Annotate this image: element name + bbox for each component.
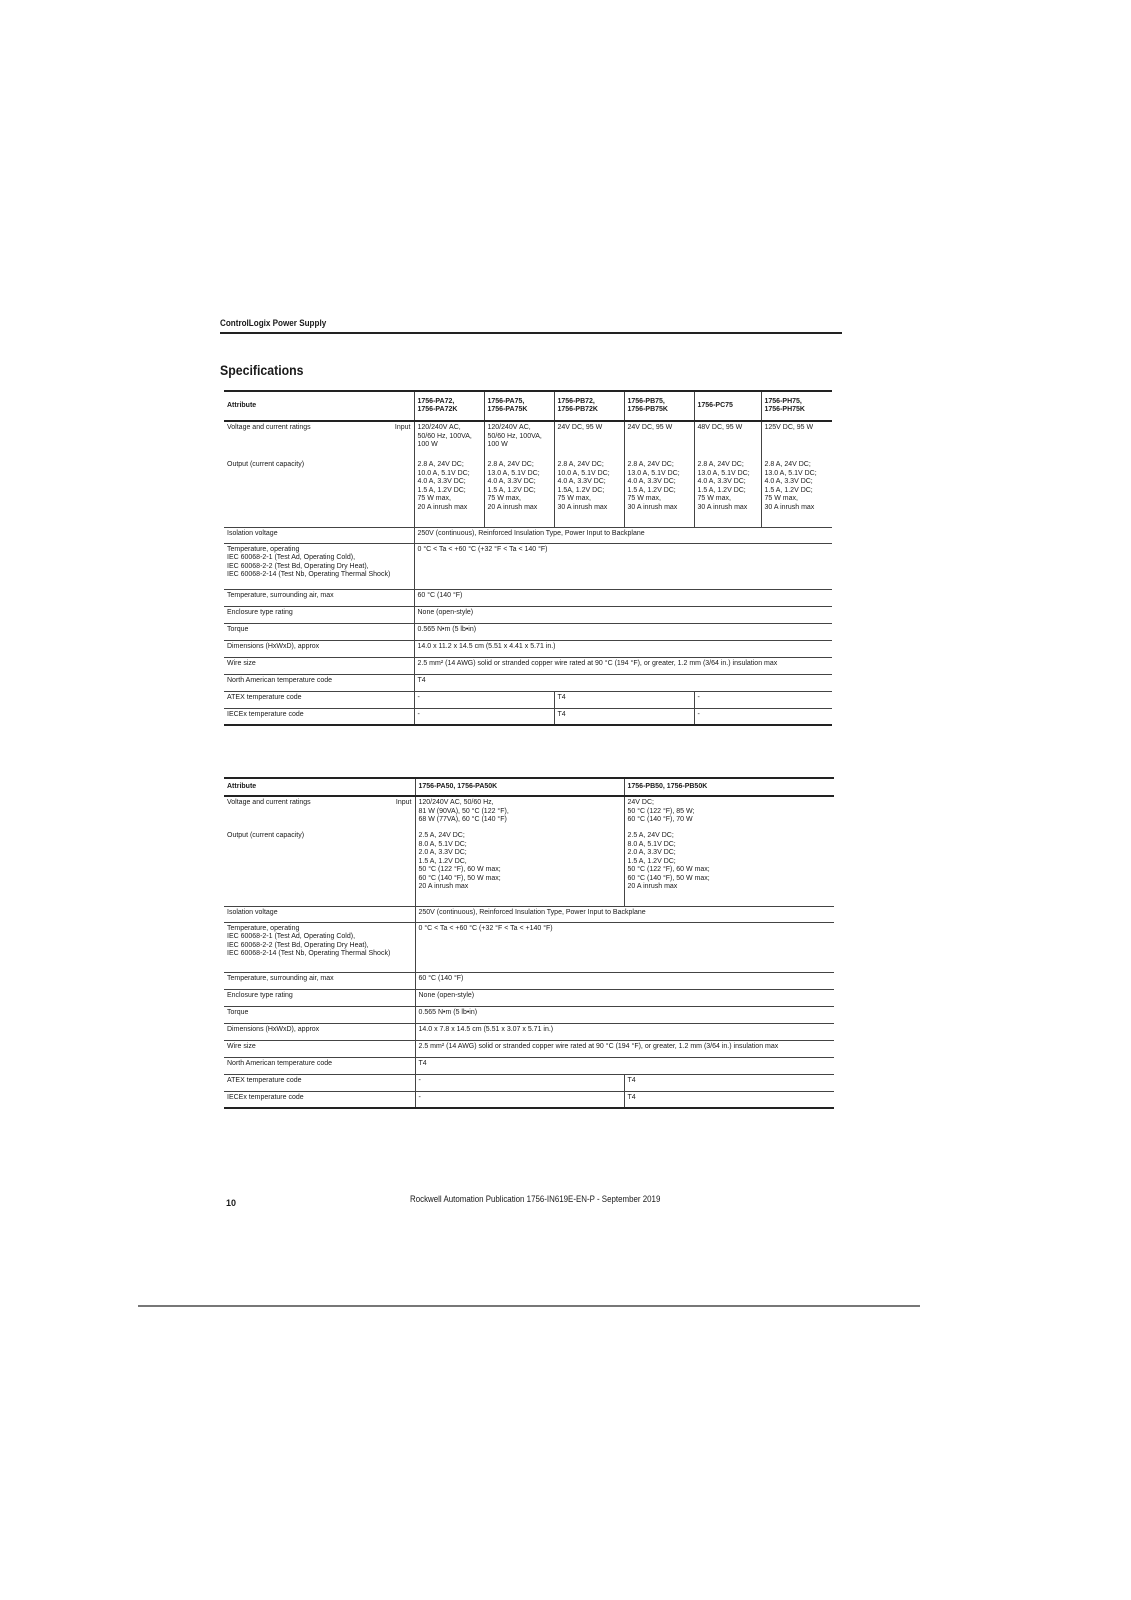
cell: None (open-style): [414, 606, 832, 623]
table-row: [224, 674, 832, 691]
table-row: [224, 543, 832, 589]
cell: 2.8 A, 24V DC; 13.0 A, 5.1V DC; 4.0 A, 3.3V DC; 1.5 A, 1.2V DC; 75 W max, 30 A inrush max: [624, 459, 694, 527]
table-row: [224, 527, 832, 543]
table-row: [224, 922, 834, 972]
table-row: [224, 589, 832, 606]
cell: -: [415, 1091, 624, 1108]
table-row: [224, 1091, 834, 1108]
cell: 60 °C (140 °F): [415, 972, 834, 989]
row-label: Torque: [224, 623, 414, 640]
cell: 2.5 mm² (14 AWG) solid or stranded copper wire rated at 90 °C (194 °F), or greater, 1.2 mm (3/64 in.) insulation max: [414, 657, 832, 674]
row-label: Enclosure type rating: [224, 989, 415, 1006]
column-header: 1756-PA75, 1756-PA75K: [484, 391, 554, 421]
table-row: [224, 1023, 834, 1040]
cell: 24V DC; 50 °C (122 °F), 85 W; 60 °C (140 °F), 70 W: [624, 796, 834, 830]
cell: 24V DC, 95 W: [624, 421, 694, 459]
row-label: North American temperature code: [224, 1057, 415, 1074]
column-header: 1756-PB72, 1756-PB72K: [554, 391, 624, 421]
cell: 0 °C < Ta < +60 °C (+32 °F < Ta < 140 °F): [414, 543, 832, 589]
table-row: [224, 830, 834, 906]
output-label: Output (current capacity): [224, 830, 415, 906]
cell: 2.5 mm² (14 AWG) solid or stranded copper wire rated at 90 °C (194 °F), or greater, 1.2 mm (3/64 in.) insulation max: [415, 1040, 834, 1057]
row-label: [224, 421, 414, 459]
table-row: [224, 906, 834, 922]
row-label: North American temperature code: [224, 674, 414, 691]
table-row: [224, 1074, 834, 1091]
cell: 2.8 A, 24V DC; 13.0 A, 5.1V DC; 4.0 A, 3.3V DC; 1.5 A, 1.2V DC; 75 W max, 20 A inrush max: [484, 459, 554, 527]
cell: T4: [624, 1074, 834, 1091]
row-label: Temperature, operating IEC 60068-2-1 (Test Ad, Operating Cold), IEC 60068-2-2 (Test Bd, Operating Dry Heat), IEC 60068-2-14 (Test Nb, Operating Thermal Shock): [224, 543, 414, 589]
cell: 0.565 N•m (5 lb•in): [414, 623, 832, 640]
row-label: ATEX temperature code: [224, 1074, 415, 1091]
row-label: Wire size: [224, 657, 414, 674]
cell: 14.0 x 11.2 x 14.5 cm (5.51 x 4.41 x 5.71 in.): [414, 640, 832, 657]
cell: -: [415, 1074, 624, 1091]
cell: 120/240V AC, 50/60 Hz, 100VA, 100 W: [484, 421, 554, 459]
table-row: [224, 640, 832, 657]
cell: -: [414, 708, 554, 725]
table-row: [224, 606, 832, 623]
page-number: 10: [226, 1198, 237, 1208]
cell: 0 °C < Ta < +60 °C (+32 °F < Ta < +140 °F): [415, 922, 834, 972]
cell: -: [414, 691, 554, 708]
table-row: [224, 989, 834, 1006]
cell: 2.5 A, 24V DC; 8.0 A, 5.1V DC; 2.0 A, 3.3V DC; 1.5 A, 1.2V DC, 50 °C (122 °F), 60 W max; 60 °C (140 °F), 50 W max; 20 A inrush max: [415, 830, 624, 906]
table-row: [224, 623, 832, 640]
column-header: 1756-PB75, 1756-PB75K: [624, 391, 694, 421]
cell: T4: [414, 674, 832, 691]
row-label: Dimensions (HxWxD), approx: [224, 1023, 415, 1040]
cell: 250V (continuous), Reinforced Insulation Type, Power Input to Backplane: [414, 527, 832, 543]
cell: T4: [624, 1091, 834, 1108]
row-label: IECEx temperature code: [224, 1091, 415, 1108]
spec-table-2: [224, 777, 834, 1109]
scan-edge-line: [138, 1305, 920, 1307]
table-row: [224, 1006, 834, 1023]
cell: None (open-style): [415, 989, 834, 1006]
table-row: [224, 421, 832, 459]
cell: T4: [554, 708, 694, 725]
table-row: [224, 1040, 834, 1057]
cell: 24V DC, 95 W: [554, 421, 624, 459]
cell: 2.8 A, 24V DC; 10.0 A, 5.1V DC; 4.0 A, 3.3V DC; 1.5 A, 1.2V DC; 75 W max, 20 A inrush max: [414, 459, 484, 527]
row-label: Isolation voltage: [224, 906, 415, 922]
column-header: 1756-PH75, 1756-PH75K: [761, 391, 832, 421]
row-label: Temperature, surrounding air, max: [224, 972, 415, 989]
cell: 2.8 A, 24V DC; 13.0 A, 5.1V DC; 4.0 A, 3.3V DC; 1.5 A, 1.2V DC; 75 W max, 30 A inrush max: [761, 459, 832, 527]
table-row: [224, 657, 832, 674]
cell: 125V DC, 95 W: [761, 421, 832, 459]
cell: 14.0 x 7.8 x 14.5 cm (5.51 x 3.07 x 5.71 in.): [415, 1023, 834, 1040]
row-label: Wire size: [224, 1040, 415, 1057]
column-header: 1756-PA72, 1756-PA72K: [414, 391, 484, 421]
cell: 250V (continuous), Reinforced Insulation Type, Power Input to Backplane: [415, 906, 834, 922]
row-label: [224, 796, 415, 830]
cell: -: [694, 708, 832, 725]
table-row: [224, 691, 832, 708]
cell: T4: [415, 1057, 834, 1074]
column-header: 1756-PB50, 1756-PB50K: [624, 778, 834, 796]
cell: 60 °C (140 °F): [414, 589, 832, 606]
attribute-header: Attribute: [224, 391, 414, 421]
table-row: [224, 796, 834, 830]
column-header: 1756-PC75: [694, 391, 761, 421]
output-label: Output (current capacity): [224, 459, 414, 527]
row-label: Isolation voltage: [224, 527, 414, 543]
row-label: ATEX temperature code: [224, 691, 414, 708]
running-header: ControlLogix Power Supply: [220, 318, 327, 328]
table-row: [224, 972, 834, 989]
row-label: Temperature, operating IEC 60068-2-1 (Test Ad, Operating Cold), IEC 60068-2-2 (Test Bd, Operating Dry Heat), IEC 60068-2-14 (Test Nb, Operating Thermal Shock): [224, 922, 415, 972]
header-rule: [220, 332, 842, 334]
row-label: IECEx temperature code: [224, 708, 414, 725]
row-label: Enclosure type rating: [224, 606, 414, 623]
input-label: Input: [394, 424, 411, 431]
table-row: [224, 1057, 834, 1074]
cell: T4: [554, 691, 694, 708]
attribute-header: Attribute: [224, 778, 415, 796]
row-label: Torque: [224, 1006, 415, 1023]
voltage-label: Voltage and current ratings: [227, 424, 311, 431]
row-label: Dimensions (HxWxD), approx: [224, 640, 414, 657]
publication-info: Rockwell Automation Publication 1756-IN619E-EN-P - September 2019: [410, 1194, 661, 1204]
cell: 2.8 A, 24V DC; 13.0 A, 5.1V DC; 4.0 A, 3.3V DC; 1.5 A, 1.2V DC; 75 W max, 30 A inrush max: [694, 459, 761, 527]
row-label: Temperature, surrounding air, max: [224, 589, 414, 606]
cell: 48V DC, 95 W: [694, 421, 761, 459]
section-title: Specifications: [220, 362, 304, 378]
cell: -: [694, 691, 832, 708]
cell: 2.5 A, 24V DC; 8.0 A, 5.1V DC; 2.0 A, 3.3V DC; 1.5 A, 1.2V DC; 50 °C (122 °F), 60 W max; 60 °C (140 °F), 50 W max; 20 A inrush max: [624, 830, 834, 906]
voltage-label: Voltage and current ratings: [227, 799, 311, 806]
input-label: Input: [395, 799, 412, 806]
cell: 120/240V AC, 50/60 Hz, 81 W (90VA), 50 °C (122 °F), 68 W (77VA), 60 °C (140 °F): [415, 796, 624, 830]
cell: 0.565 N•m (5 lb•in): [415, 1006, 834, 1023]
table-row: [224, 459, 832, 527]
table-row: [224, 708, 832, 725]
cell: 2.8 A, 24V DC; 10.0 A, 5.1V DC; 4.0 A, 3.3V DC; 1.5A, 1.2V DC; 75 W max, 30 A inrush max: [554, 459, 624, 527]
column-header: 1756-PA50, 1756-PA50K: [415, 778, 624, 796]
cell: 120/240V AC, 50/60 Hz, 100VA, 100 W: [414, 421, 484, 459]
spec-table-1: [224, 390, 832, 726]
